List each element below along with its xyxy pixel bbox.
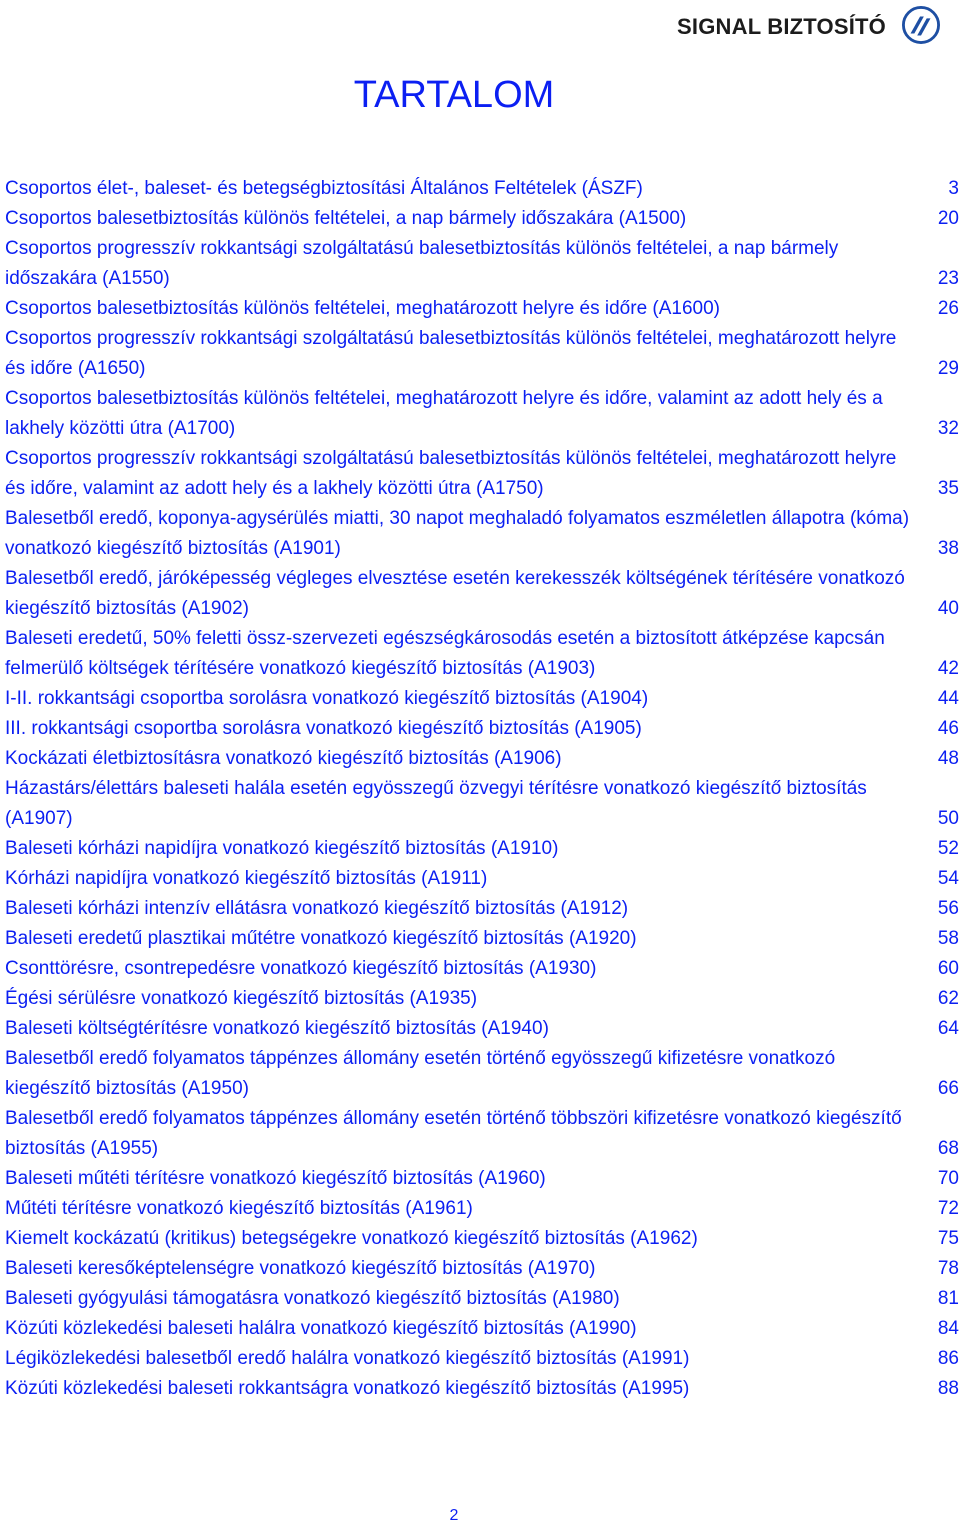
toc-entry-page: 40 (937, 598, 959, 619)
toc-entry-title: Csoportos progresszív rokkantsági szolgáltatású balesetbiztosítás különös feltételei, meghatározott helyre és időre (A1650) (5, 328, 897, 379)
toc-entry-title: Kórházi napidíjra vonatkozó kiegészítő biztosítás (A1911) (5, 868, 488, 889)
toc-entry[interactable] (5, 1044, 959, 1104)
toc-entry-page: 54 (937, 868, 959, 889)
toc-entry[interactable] (5, 1194, 959, 1224)
toc-entry-title: Baleseti eredetű, 50% feletti össz-szervezeti egészségkárosodás esetén a biztosított átképzése kapcsán felmerülő költségek térítésére vonatkozó kiegészítő biztosítás (A1903) (5, 628, 885, 679)
toc-entry-page: 70 (937, 1168, 959, 1189)
signal-logo-icon (902, 6, 940, 44)
toc-entry-page: 56 (937, 898, 959, 919)
toc-entry-page: 38 (937, 538, 959, 559)
toc-entry[interactable] (5, 564, 959, 624)
toc-entry[interactable] (5, 774, 959, 834)
toc-entry-page: 20 (937, 208, 959, 229)
toc-entry-title: Baleseti eredetű plasztikai műtétre vonatkozó kiegészítő biztosítás (A1920) (5, 928, 637, 949)
page-title: TARTALOM (353, 74, 555, 116)
toc-entry-title: Égési sérülésre vonatkozó kiegészítő biztosítás (A1935) (5, 988, 478, 1009)
toc-entry[interactable] (5, 324, 959, 384)
toc-entry-title: Baleseti költségtérítésre vonatkozó kiegészítő biztosítás (A1940) (5, 1018, 549, 1039)
brand-logo (677, 6, 940, 44)
toc-entry-page: 42 (937, 658, 959, 679)
toc-entry[interactable] (5, 504, 959, 564)
toc-entry[interactable] (5, 1224, 959, 1254)
toc-entry[interactable] (5, 744, 959, 774)
toc-entry-page: 32 (937, 418, 959, 439)
toc-entry-page: 81 (937, 1288, 959, 1309)
toc-entry-title: I-II. rokkantsági csoportba sorolásra vonatkozó kiegészítő biztosítás (A1904) (5, 688, 649, 709)
toc-entry[interactable] (5, 894, 959, 924)
toc-entry-page: 64 (937, 1018, 959, 1039)
toc-entry[interactable] (5, 1104, 959, 1164)
toc-entry[interactable] (5, 834, 959, 864)
toc-entry-page: 60 (937, 958, 959, 979)
toc-entry-page: 78 (937, 1258, 959, 1279)
toc-entry-page: 44 (937, 688, 959, 709)
toc-entry[interactable] (5, 384, 959, 444)
toc-entry-title: Légiközlekedési balesetből eredő halálra vonatkozó kiegészítő biztosítás (A1991) (5, 1348, 690, 1369)
toc-entry[interactable] (5, 234, 959, 294)
toc-entry-page: 88 (937, 1378, 959, 1399)
toc-entry-page: 62 (937, 988, 959, 1009)
brand-name: SIGNAL BIZTOSÍTÓ (677, 14, 886, 39)
toc-entry-page: 26 (937, 298, 959, 319)
toc-entry-page: 75 (937, 1228, 959, 1249)
toc-entry-title: Közúti közlekedési baleseti halálra vonatkozó kiegészítő biztosítás (A1990) (5, 1318, 637, 1339)
toc-entry[interactable] (5, 1284, 959, 1314)
toc-entry-title: Közúti közlekedési baleseti rokkantságra vonatkozó kiegészítő biztosítás (A1995) (5, 1378, 690, 1399)
toc-entry-title: Csoportos balesetbiztosítás különös feltételei, meghatározott helyre és időre (A1600) (5, 298, 721, 319)
toc-entry-page: 3 (948, 178, 959, 199)
toc-entry[interactable] (5, 984, 959, 1014)
table-of-contents (5, 174, 959, 1404)
toc-entry-title: Csoportos élet-, baleset- és betegségbiztosítási Általános Feltételek (ÁSZF) (5, 178, 643, 199)
toc-entry-page: 29 (937, 358, 959, 379)
page-number: 2 (449, 1507, 459, 1524)
toc-entry[interactable] (5, 864, 959, 894)
toc-entry-title: Csoportos progresszív rokkantsági szolgáltatású balesetbiztosítás különös feltételei, meghatározott helyre és időre, valamint az adott hely és a lakhely közötti útra (A1750) (5, 448, 897, 499)
toc-entry[interactable] (5, 174, 959, 204)
toc-entry-title: III. rokkantsági csoportba sorolásra vonatkozó kiegészítő biztosítás (A1905) (5, 718, 642, 739)
toc-entry[interactable] (5, 1164, 959, 1194)
toc-entry-title: Balesetből eredő, járóképesség végleges elvesztése esetén kerekesszék költségének térítésére vonatkozó kiegészítő biztosítás (A1902) (5, 568, 905, 619)
toc-entry-page: 52 (937, 838, 959, 859)
toc-entry[interactable] (5, 624, 959, 684)
toc-entry-title: Baleseti kórházi napidíjra vonatkozó kiegészítő biztosítás (A1910) (5, 838, 559, 859)
toc-entry[interactable] (5, 1344, 959, 1374)
toc-entry-title: Csoportos balesetbiztosítás különös feltételei, meghatározott helyre és időre, valamint az adott hely és a lakhely közötti útra (A1700) (5, 388, 883, 439)
toc-entry-title: Műtéti térítésre vonatkozó kiegészítő biztosítás (A1961) (5, 1198, 473, 1219)
toc-entry-title: Kockázati életbiztosításra vonatkozó kiegészítő biztosítás (A1906) (5, 748, 562, 769)
toc-entry-title: Balesetből eredő folyamatos táppénzes állomány esetén történő egyösszegű kifizetésre vonatkozó kiegészítő biztosítás (A1950) (5, 1048, 836, 1099)
toc-entry-page: 84 (937, 1318, 959, 1339)
toc-entry[interactable] (5, 204, 959, 234)
toc-entry-page: 50 (937, 808, 959, 829)
toc-entry-page: 46 (937, 718, 959, 739)
toc-entry[interactable] (5, 294, 959, 324)
toc-entry-title: Baleseti kórházi intenzív ellátásra vonatkozó kiegészítő biztosítás (A1912) (5, 898, 629, 919)
toc-entry-title: Házastárs/élettárs baleseti halála esetén egyösszegű özvegyi térítésre vonatkozó kiegészítő biztosítás (A1907) (5, 778, 867, 829)
toc-entry-title: Csoportos balesetbiztosítás különös feltételei, a nap bármely időszakára (A1500) (5, 208, 687, 229)
toc-entry-title: Csonttörésre, csontrepedésre vonatkozó kiegészítő biztosítás (A1930) (5, 958, 597, 979)
toc-entry-page: 35 (937, 478, 959, 499)
toc-entry[interactable] (5, 1314, 959, 1344)
toc-entry[interactable] (5, 1014, 959, 1044)
toc-entry-page: 48 (937, 748, 959, 769)
toc-entry[interactable] (5, 1374, 959, 1404)
toc-entry-title: Balesetből eredő, koponya-agysérülés miatti, 30 napot meghaladó folyamatos eszméletlen állapotra (kóma) vonatkozó kiegészítő biztosítás (A1901) (5, 508, 910, 559)
toc-entry-page: 66 (937, 1078, 959, 1099)
toc-entry-page: 58 (937, 928, 959, 949)
toc-entry[interactable] (5, 1254, 959, 1284)
toc-entry-page: 86 (937, 1348, 959, 1369)
toc-entry-page: 68 (937, 1138, 959, 1159)
toc-entry-title: Baleseti gyógyulási támogatásra vonatkozó kiegészítő biztosítás (A1980) (5, 1288, 620, 1309)
toc-entry[interactable] (5, 714, 959, 744)
toc-entry-title: Balesetből eredő folyamatos táppénzes állomány esetén történő többszöri kifizetésre vonatkozó kiegészítő biztosítás (A1955) (5, 1108, 902, 1159)
toc-entry-title: Baleseti műtéti térítésre vonatkozó kiegészítő biztosítás (A1960) (5, 1168, 546, 1189)
toc-entry[interactable] (5, 924, 959, 954)
toc-entry[interactable] (5, 954, 959, 984)
toc-entry-title: Baleseti keresőképtelenségre vonatkozó kiegészítő biztosítás (A1970) (5, 1258, 596, 1279)
toc-entry-page: 72 (937, 1198, 959, 1219)
toc-entry[interactable] (5, 684, 959, 714)
toc-entry-title: Kiemelt kockázatú (kritikus) betegségekre vonatkozó kiegészítő biztosítás (A1962) (5, 1228, 698, 1249)
toc-entry-page: 23 (937, 268, 959, 289)
toc-entry[interactable] (5, 444, 959, 504)
toc-entry-title: Csoportos progresszív rokkantsági szolgáltatású balesetbiztosítás különös feltételei, a nap bármely időszakára (A1550) (5, 238, 839, 289)
